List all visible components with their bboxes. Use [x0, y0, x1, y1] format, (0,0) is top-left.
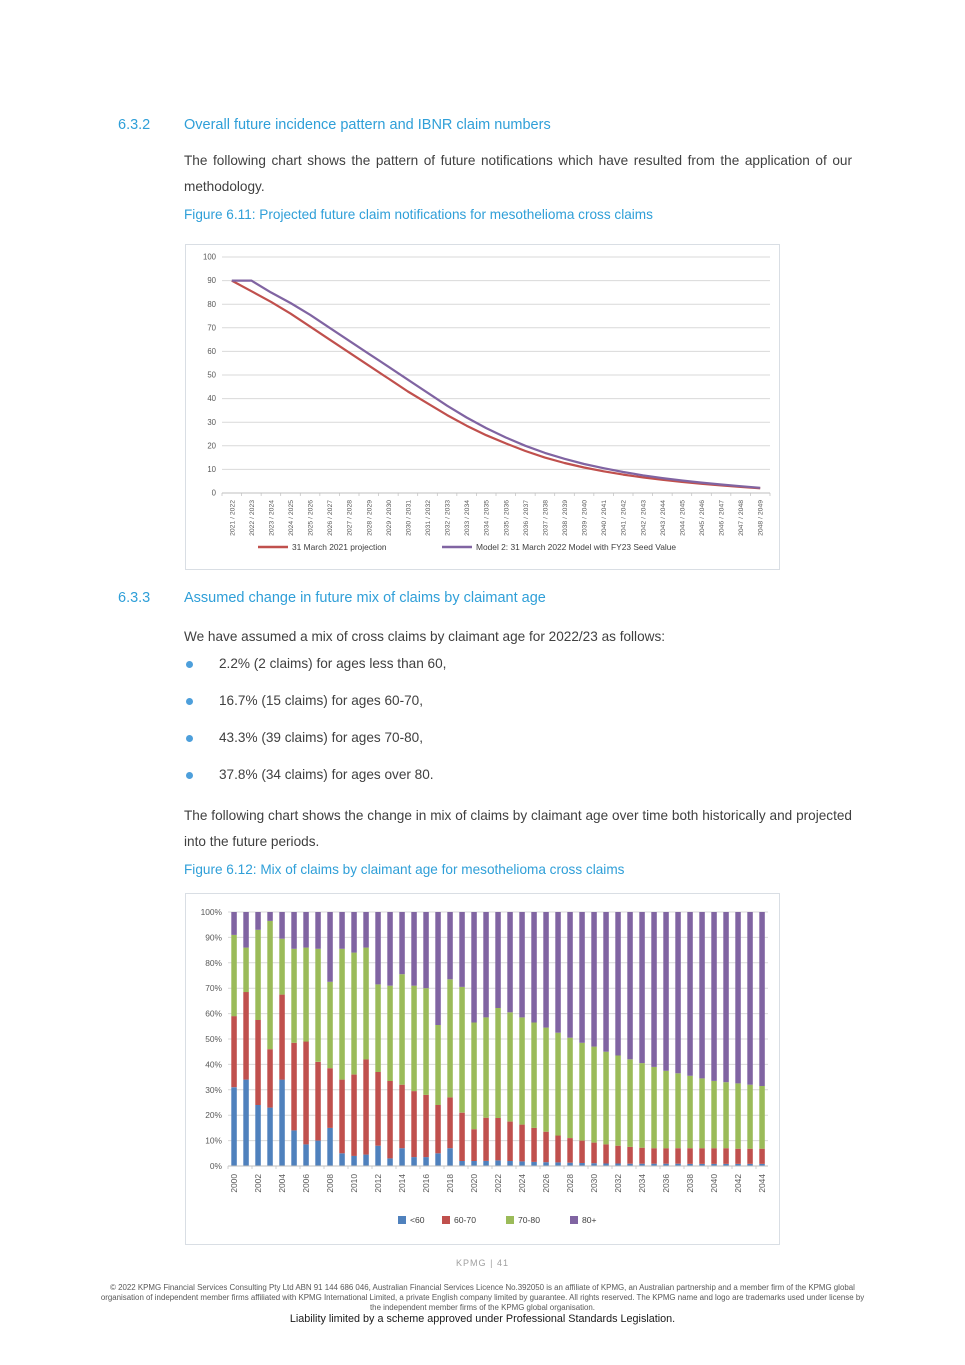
footer-brand: KPMG: [456, 1258, 487, 1268]
list-item: [186, 693, 826, 708]
svg-text:2035 / 2036: 2035 / 2036: [503, 500, 511, 536]
bullet-icon: [186, 698, 193, 705]
svg-text:2006: 2006: [301, 1174, 311, 1193]
svg-text:10: 10: [207, 465, 216, 474]
section-633-paragraph: The following chart shows the change in mix of claims by claimant age over time both historically and projected into the future periods.: [184, 808, 852, 849]
svg-text:2047 / 2048: 2047 / 2048: [738, 500, 746, 536]
svg-text:2020: 2020: [469, 1174, 479, 1193]
svg-text:2044 / 2045: 2044 / 2045: [679, 500, 687, 536]
bullet-text: 43.3% (39 claims) for ages 70-80,: [219, 730, 424, 745]
svg-text:2025 / 2026: 2025 / 2026: [307, 500, 315, 536]
svg-text:2039 / 2040: 2039 / 2040: [581, 500, 589, 536]
svg-text:Model 2: 31 March 2022 Model w: Model 2: 31 March 2022 Model with FY23 Seed Value: [476, 542, 677, 552]
section-633-intro: We have assumed a mix of cross claims by claimant age for 2022/23 as follows:: [184, 629, 666, 644]
svg-text:50%: 50%: [205, 1034, 222, 1044]
svg-text:2032 / 2033: 2032 / 2033: [444, 500, 452, 536]
svg-text:0%: 0%: [209, 1161, 222, 1171]
legal-disclaimer: © 2022 KPMG Financial Services Consulting Pty Ltd ABN 91 144 686 046, Australian Financial Services Licence No.392050 is an affiliate of KPMG, an Australian partnership and a member firm of the KPMG global organisation of independent member firms affiliated with KPMG International Limited, a private English company limited by guarantee. All rights reserved. The KPMG name and logo are trademarks used under license by the independent member firms of the KPMG global organisation.: [100, 1283, 865, 1312]
svg-text:2032: 2032: [613, 1174, 623, 1193]
svg-text:2004: 2004: [277, 1174, 287, 1193]
liability-statement: Liability limited by a scheme approved under Professional Standards Legislation.: [289, 1313, 676, 1325]
section-633-title: Assumed change in future mix of claims by claimant age: [184, 590, 546, 606]
svg-text:2038: 2038: [685, 1174, 695, 1193]
svg-text:20: 20: [207, 441, 216, 451]
svg-text:70%: 70%: [205, 983, 222, 994]
svg-text:2024: 2024: [517, 1174, 527, 1193]
list-item: [186, 767, 826, 782]
svg-text:2046 / 2047: 2046 / 2047: [718, 500, 726, 536]
figure-612-stacked-bar-chart: [185, 893, 780, 1245]
svg-text:30: 30: [207, 417, 216, 427]
svg-text:2040: 2040: [709, 1174, 719, 1193]
svg-text:2033 / 2034: 2033 / 2034: [464, 500, 472, 536]
svg-text:10%: 10%: [205, 1135, 222, 1146]
svg-text:2028 / 2029: 2028 / 2029: [366, 500, 374, 536]
section-632-paragraph: The following chart shows the pattern of future notifications which have resulted from the application of our methodology.: [184, 153, 852, 194]
svg-text:90: 90: [207, 276, 216, 286]
svg-text:2030 / 2031: 2030 / 2031: [405, 500, 413, 536]
bullet-icon: [186, 661, 193, 668]
section-632-title: Overall future incidence pattern and IBNR claim numbers: [184, 117, 551, 133]
svg-text:2026: 2026: [541, 1174, 551, 1193]
figure-611-line-chart: [185, 244, 780, 570]
svg-text:2008: 2008: [325, 1174, 335, 1193]
svg-text:90%: 90%: [205, 932, 222, 943]
list-item: [186, 730, 826, 745]
footer-separator: |: [490, 1258, 494, 1268]
section-632-number: 6.3.2: [118, 117, 151, 133]
svg-text:2010: 2010: [349, 1174, 359, 1193]
svg-text:2037 / 2038: 2037 / 2038: [542, 500, 550, 536]
svg-text:2016: 2016: [421, 1174, 431, 1193]
svg-text:2034: 2034: [637, 1174, 647, 1193]
svg-text:2040 / 2041: 2040 / 2041: [601, 500, 609, 536]
svg-text:50: 50: [207, 370, 216, 380]
svg-text:2036: 2036: [661, 1174, 671, 1193]
svg-text:60: 60: [207, 347, 216, 356]
svg-text:2036 / 2037: 2036 / 2037: [522, 500, 530, 536]
svg-text:80: 80: [207, 299, 216, 309]
svg-text:80+: 80+: [582, 1215, 597, 1225]
bullet-text: 2.2% (2 claims) for ages less than 60,: [219, 656, 447, 671]
bullet-text: 16.7% (15 claims) for ages 60-70,: [219, 693, 424, 708]
svg-text:40: 40: [207, 394, 216, 404]
svg-text:2000: 2000: [229, 1174, 239, 1193]
svg-text:20%: 20%: [205, 1110, 222, 1121]
svg-text:40%: 40%: [205, 1059, 222, 1070]
page-number-footer: [0, 1258, 965, 1268]
section-633-number: 6.3.3: [118, 590, 151, 606]
svg-text:60-70: 60-70: [454, 1215, 476, 1225]
svg-text:2024 / 2025: 2024 / 2025: [288, 500, 295, 536]
svg-text:30%: 30%: [205, 1084, 222, 1095]
svg-text:2034 / 2035: 2034 / 2035: [483, 500, 491, 536]
svg-text:2043 / 2044: 2043 / 2044: [659, 500, 667, 536]
list-item: [186, 656, 826, 671]
svg-text:2038 / 2039: 2038 / 2039: [562, 500, 569, 536]
svg-text:2044: 2044: [757, 1174, 767, 1193]
svg-text:0: 0: [211, 488, 216, 498]
figure-611-caption: Figure 6.11: Projected future claim notifications for mesothelioma cross claims: [184, 207, 653, 222]
svg-text:2018: 2018: [445, 1174, 455, 1193]
svg-text:2030: 2030: [589, 1174, 599, 1193]
svg-text:2042: 2042: [733, 1174, 743, 1193]
svg-text:2022: 2022: [493, 1174, 503, 1193]
svg-text:70-80: 70-80: [518, 1215, 540, 1225]
svg-text:2023 / 2024: 2023 / 2024: [268, 500, 276, 536]
footer-page-number: 41: [496, 1258, 509, 1268]
svg-text:70: 70: [207, 323, 216, 333]
svg-text:2041 / 2042: 2041 / 2042: [620, 500, 628, 536]
svg-text:2042 / 2043: 2042 / 2043: [640, 500, 648, 536]
svg-text:2002: 2002: [253, 1174, 263, 1193]
svg-text:2026 / 2027: 2026 / 2027: [327, 500, 335, 536]
svg-text:60%: 60%: [205, 1008, 222, 1019]
bullet-text: 37.8% (34 claims) for ages over 80.: [219, 767, 434, 782]
svg-text:2022 / 2023: 2022 / 2023: [248, 500, 256, 536]
svg-text:2028: 2028: [565, 1174, 575, 1193]
svg-text:100: 100: [202, 252, 216, 262]
svg-text:2029 / 2030: 2029 / 2030: [385, 500, 393, 536]
svg-text:2014: 2014: [397, 1174, 407, 1193]
svg-text:31 March 2021 projection: 31 March 2021 projection: [292, 542, 387, 552]
bullet-icon: [186, 772, 193, 779]
bullet-icon: [186, 735, 193, 742]
svg-text:2048 / 2049: 2048 / 2049: [757, 500, 765, 536]
svg-text:100%: 100%: [200, 907, 222, 917]
svg-text:2045 / 2046: 2045 / 2046: [699, 500, 706, 536]
svg-text:2027 / 2028: 2027 / 2028: [346, 500, 354, 536]
svg-text:2031 / 2032: 2031 / 2032: [425, 500, 432, 536]
svg-text:2012: 2012: [373, 1174, 383, 1193]
svg-text:80%: 80%: [205, 957, 222, 968]
svg-text:<60: <60: [410, 1215, 425, 1225]
figure-612-caption: Figure 6.12: Mix of claims by claimant age for mesothelioma cross claims: [184, 862, 625, 877]
svg-text:2021 / 2022: 2021 / 2022: [229, 500, 237, 536]
